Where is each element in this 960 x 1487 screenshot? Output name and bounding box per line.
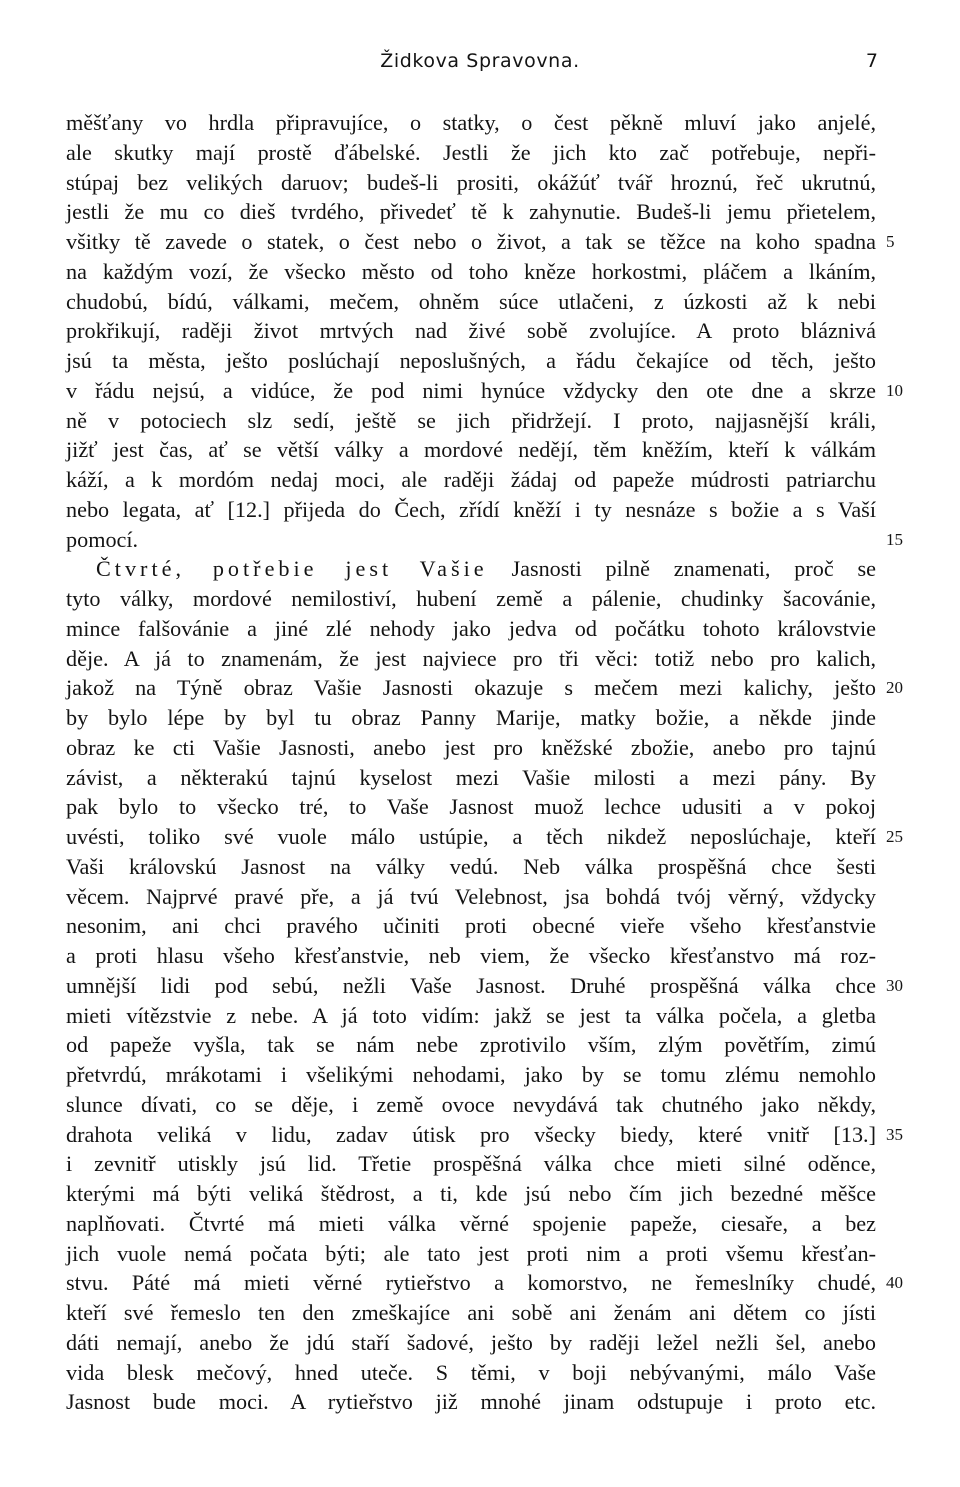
line-text: prokřikují, raději život mrtvých nad živé sobě zvolujíce. A proto bláznivá	[66, 318, 876, 344]
line-text: jižť jest čas, ať se větší války a mordové nedějí, těm kněžím, kteří k válkám	[66, 437, 876, 463]
text-line	[66, 1149, 876, 1179]
text-line	[66, 465, 876, 495]
line-text: v řádu nejsú, a vidúce, že pod nimi hynúce vždycky den ote dne a skrze	[66, 377, 876, 403]
margin-line-number: 20	[886, 678, 903, 698]
text-line	[66, 1387, 876, 1417]
text-line	[66, 376, 903, 406]
line-text: dáti nemají, anebo že jdú staří šadové, ješto by raději ležel nežli šel, anebo	[66, 1329, 876, 1355]
line-text: slunce dívati, co se děje, i země ovoce nevydává tak chutného jako někdy,	[66, 1091, 876, 1117]
line-text: jsú ta města, ješto poslúchají neposlušných, a řádu čekajíce od těch, ješto	[66, 348, 876, 373]
text-line	[66, 257, 876, 287]
line-text: naplňovati. Čtvrté má mieti válka věrné spojenie papeže, ciesaře, a bez	[66, 1210, 876, 1236]
text-line	[66, 971, 903, 1001]
line-text: nesonim, ani chci pravého učiniti proti obecné vieře všeho křesťanstvie	[66, 913, 876, 939]
line-text: stúpaj bez velikých daruov; budeš-li prositi, okážúť tvář hroznú, řeč ukrutnú,	[66, 169, 876, 195]
line-text: měšťany vo hrdla připravujíce, o statky, o čest pěkně mluví jako anjelé,	[66, 110, 876, 135]
text-line	[66, 525, 903, 555]
margin-line-number: 40	[886, 1273, 903, 1293]
line-text: pomocí.	[66, 526, 139, 552]
text-line	[66, 792, 876, 822]
line-text: ale skutky mají prostě ďábelské. Jestli že jich kto zač potřebuje, nepři-	[66, 139, 876, 165]
line-text: drahota veliká v lidu, zadav útisk pro všecky biedy, které vnitř [13.]	[66, 1121, 876, 1147]
line-text: mince falšovánie a jiné zlé nehody jako jedva od počátku tohoto královstvie	[66, 615, 876, 641]
body-text	[66, 108, 903, 1417]
text-line	[66, 1239, 876, 1269]
line-text: kterými má býti veliká štědrost, a ti, kde jsú nebo čím jich bezedné měšce	[66, 1181, 876, 1206]
text-line	[66, 763, 876, 793]
text-line	[66, 1209, 876, 1239]
text-line	[66, 554, 876, 584]
text-line	[66, 1060, 876, 1090]
spaced-lead-in: Čtvrté, potřebie jest Vašie	[96, 556, 488, 582]
text-line	[66, 1030, 876, 1060]
text-line	[66, 227, 895, 257]
line-text: by bylo lépe by byl tu obraz Panny Marije, matky božie, a někde jinde	[66, 705, 876, 730]
line-text: kteří své řemeslo ten den zmeškajíce ani sobě ani ženám ani dětem co jísti	[66, 1300, 876, 1325]
line-text: nebo legata, ať [12.] přijeda do Čech, zřídí kněží i ty nesnáze s božie a s Vaší	[66, 496, 876, 522]
text-line	[66, 495, 876, 525]
line-text: tyto války, mordové nemilostiví, hubení země a pálenie, chudinky šacovánie,	[66, 586, 876, 611]
text-line	[66, 1298, 876, 1328]
text-line	[66, 1358, 876, 1388]
line-text: všitky tě zavede o statek, o čest nebo o život, a tak se těžce na koho spadna	[66, 229, 876, 254]
text-line	[66, 1001, 876, 1031]
text-line	[66, 614, 876, 644]
text-line	[66, 822, 903, 852]
text-line	[66, 346, 876, 376]
text-line	[66, 644, 876, 674]
text-line	[66, 1090, 876, 1120]
page-number: 7	[865, 50, 878, 72]
text-line	[66, 852, 876, 882]
text-line	[66, 435, 876, 465]
line-text: jestli že mu co dieš tvrdého, přivedeť tě k zahynutie. Budeš-li jemu přietelem,	[66, 199, 876, 225]
line-text: jich vuole nemá počata býti; ale tato jest proti nim a proti všemu křesťan-	[66, 1240, 876, 1266]
line-text: od papeže vyšla, tak se nám nebe zprotivilo vším, zlým povětřím, zimú	[66, 1032, 876, 1058]
text-line	[66, 584, 876, 614]
line-text: pak bylo to všecko tré, to Vaše Jasnost muož lechce udusiti a v pokoj	[66, 794, 876, 820]
line-text: věcem. Najprvé pravé pře, a já tvú Velebnost, jsa bohdá tvój věrný, vždycky	[66, 883, 876, 909]
running-title: Židkova Spravovna.	[380, 50, 580, 72]
line-text: káží, a k mordóm nedaj moci, ale raději žádaj od papeže múdrosti patriarchu	[66, 467, 876, 492]
margin-line-number: 35	[886, 1124, 903, 1144]
margin-line-number: 10	[886, 380, 903, 400]
text-line	[66, 882, 876, 912]
text-line	[66, 197, 876, 227]
line-text: umnější lidi pod sebú, nežli Vaše Jasnost. Druhé prospěšná válka chce	[66, 972, 876, 998]
line-text: chudobú, bídú, válkami, mečem, ohněm súce utlačeni, z úzkosti až k nebi	[66, 288, 876, 314]
line-text: obraz ke cti Vašie Jasnosti, anebo jest pro kněžské zbožie, anebo pro tajnú	[66, 734, 876, 760]
text-line	[66, 911, 876, 941]
text-line	[66, 287, 876, 317]
line-text: stvu. Páté má mieti věrné rytieřstvo a komorstvo, ne řemeslníky chudé,	[66, 1270, 876, 1296]
text-line	[66, 1179, 876, 1209]
text-line	[66, 673, 903, 703]
line-text: vida blesk mečový, hned uteče. S těmi, v boji nebývanými, málo Vaše	[66, 1359, 876, 1385]
text-line	[66, 406, 876, 436]
margin-line-number: 25	[886, 827, 903, 846]
line-text: a proti hlasu všeho křesťanstvie, neb viem, že všecko křesťanstvo má roz-	[66, 943, 876, 968]
text-line	[66, 1120, 903, 1150]
line-text: přetvrdú, mrákotami i všelikými nehodami, jako by se tomu zlému nemohlo	[66, 1062, 876, 1087]
line-text: i zevnitř utiskly jsú lid. Třetie prospěšná válka chce mieti silné oděnce,	[66, 1151, 876, 1177]
text-line	[66, 703, 876, 733]
line-text: závist, a některakú tajnú kyselost mezi Vašie milosti a mezi pány. By	[66, 764, 876, 790]
line-text: Vaši královskú Jasnost na války vedú. Neb válka prospěšná chce šesti	[66, 853, 876, 879]
margin-line-number: 30	[886, 975, 903, 995]
text-line	[66, 138, 876, 168]
text-line	[66, 733, 876, 763]
line-text: na každým vozí, že všecko město od toho kněze horkostmi, pláčem a lkáním,	[66, 258, 876, 284]
page-header	[0, 44, 960, 78]
text-line	[66, 941, 876, 971]
line-text: uvésti, toliko své vuole málo ustúpie, a těch nikdež neposlúchaje, kteří	[66, 824, 876, 849]
margin-line-number: 15	[886, 529, 903, 549]
text-line	[66, 316, 876, 346]
text-line	[66, 1268, 903, 1298]
text-line	[66, 1328, 876, 1358]
line-text: Jasnosti pilně znamenati, proč se	[487, 556, 876, 582]
line-text: mieti vítězstvie z nebe. A já toto vidím: jakž se jest ta válka počela, a gletba	[66, 1002, 876, 1028]
margin-line-number: 5	[886, 232, 895, 251]
line-text: děje. A já to znamenám, že jest najviece pro tři věci: totiž nebo pro kalich,	[66, 645, 876, 671]
line-text: Jasnost bude moci. A rytieřstvo již mnohé jinam odstupuje i proto etc.	[66, 1389, 876, 1415]
text-line	[66, 168, 876, 198]
line-text: ně v potociech slz sedí, ještě se jich přidržejí. I proto, najjasnější králi,	[66, 407, 876, 433]
text-line	[66, 108, 876, 138]
line-text: jakož na Týně obraz Vašie Jasnosti okazuje s mečem mezi kalichy, ješto	[66, 675, 876, 701]
